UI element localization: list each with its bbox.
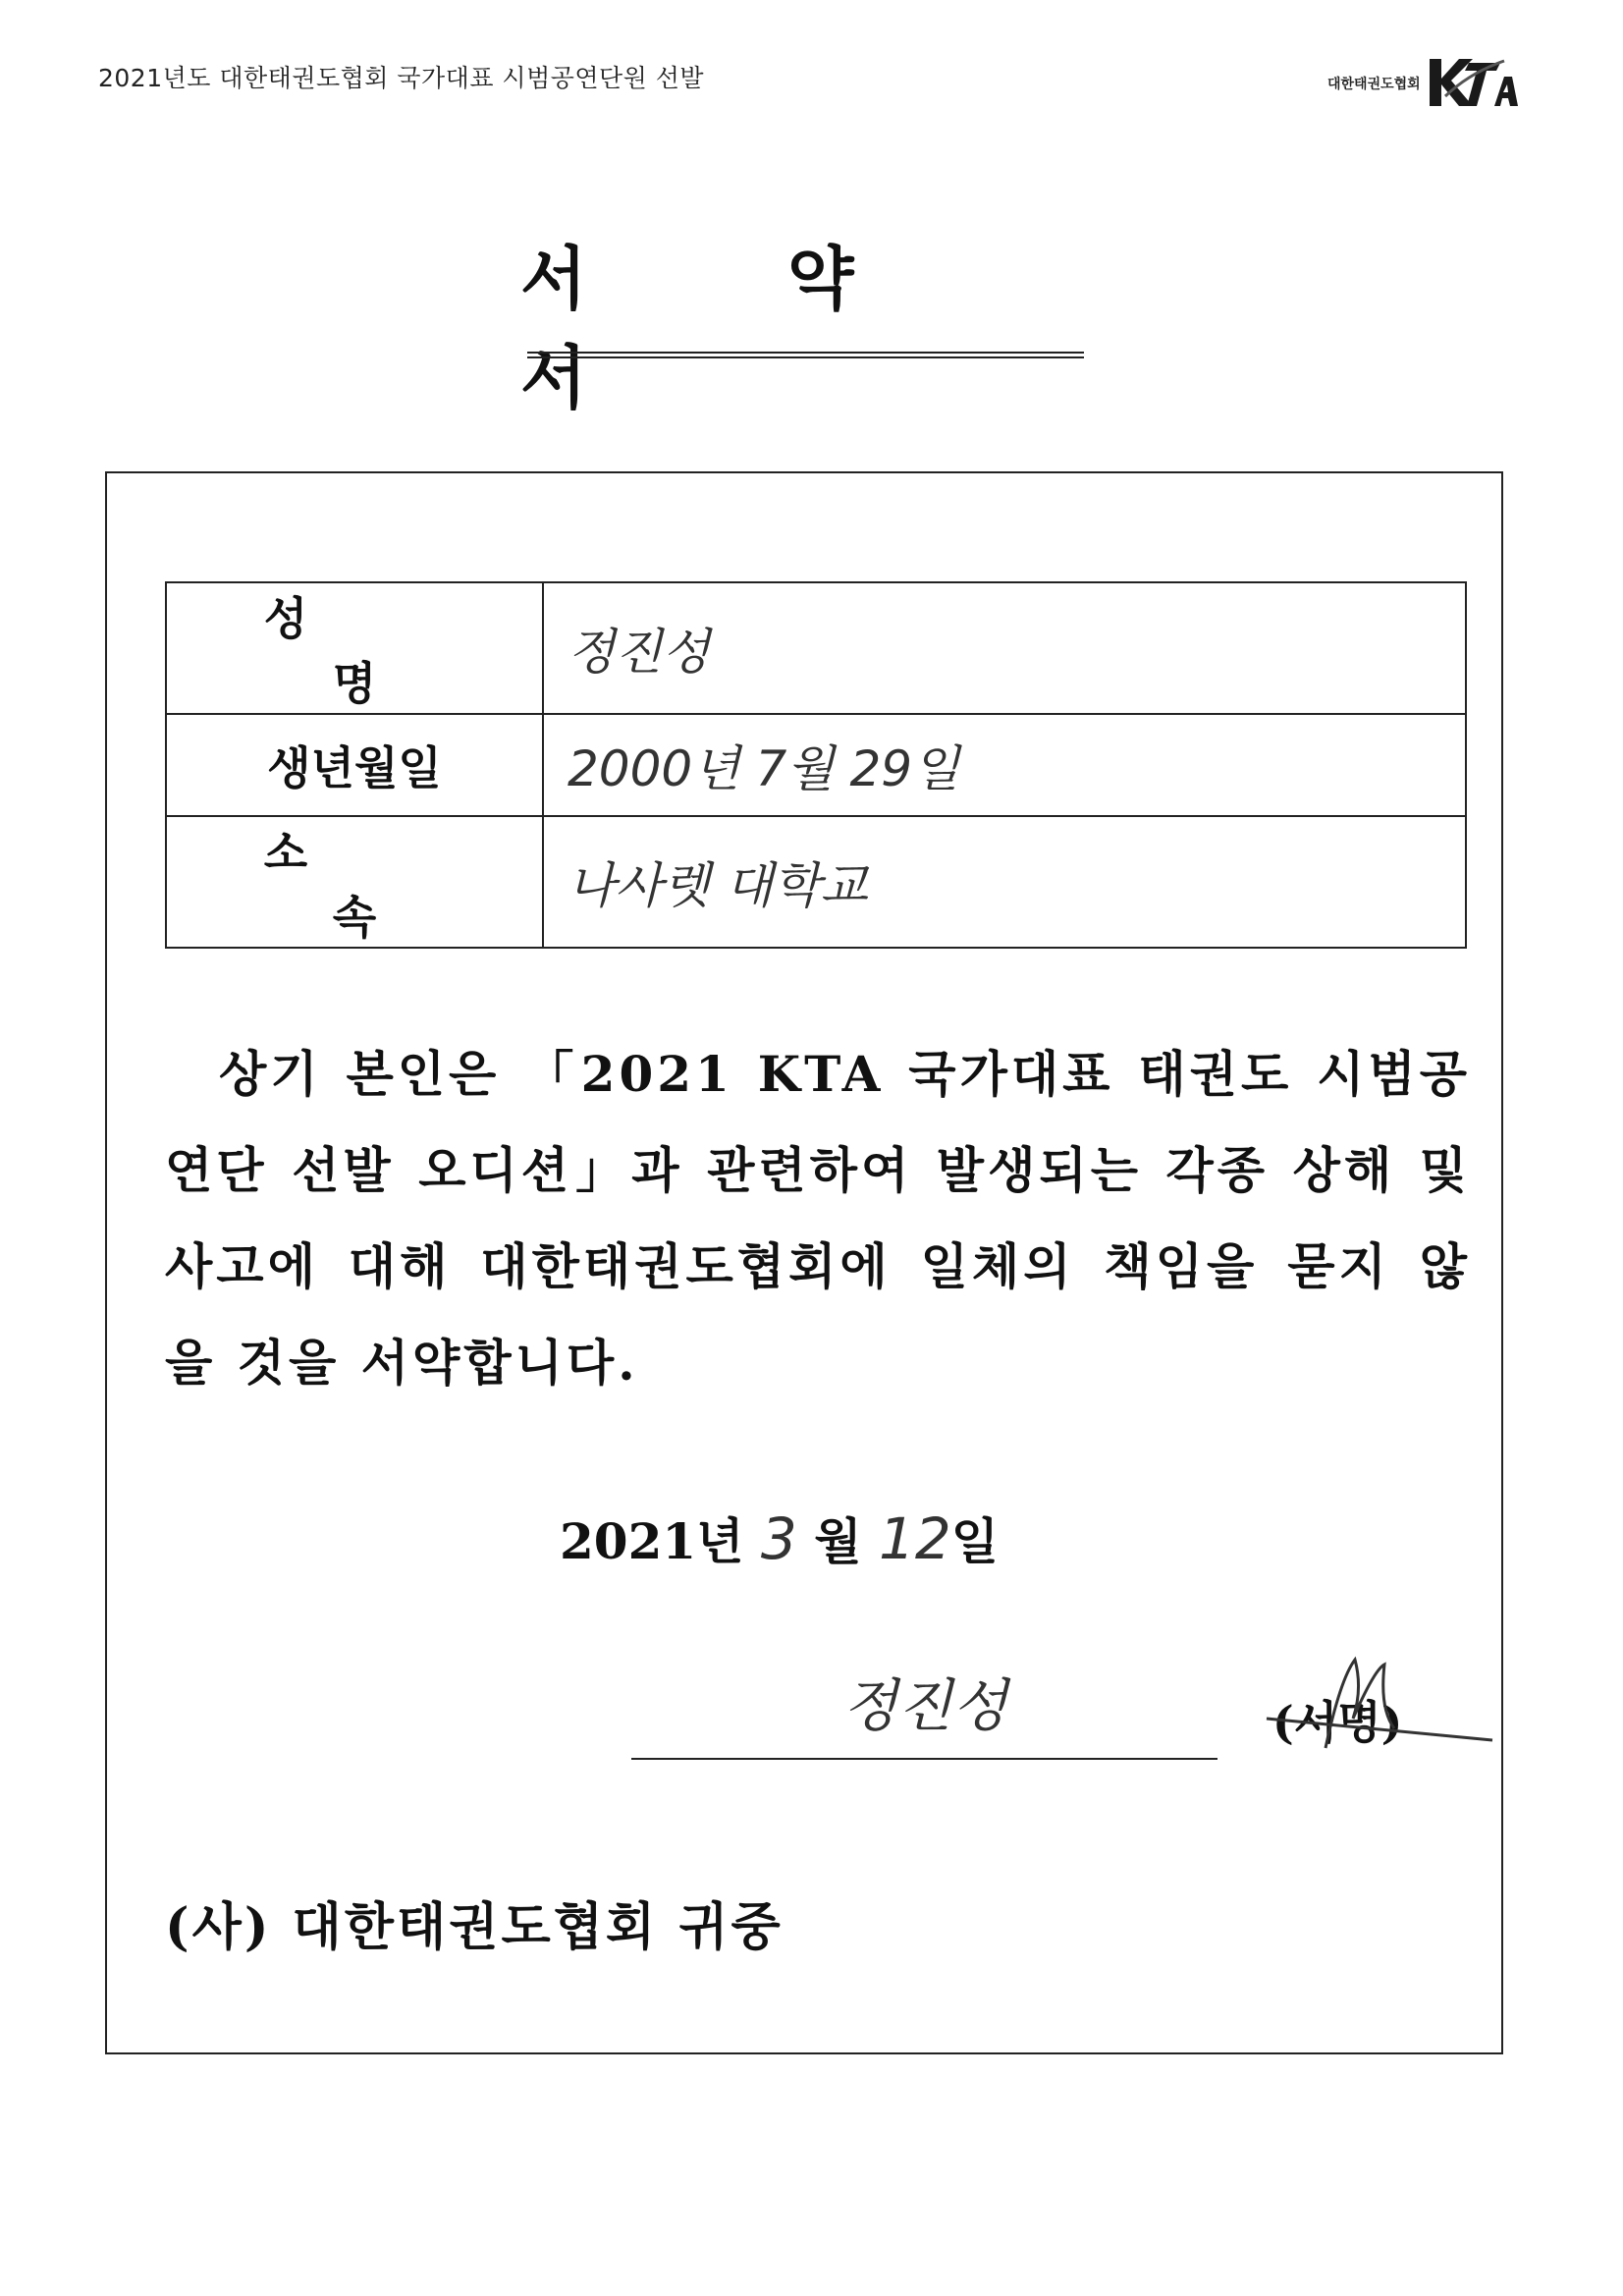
recipient-line: (사) 대한태권도협회 귀중 <box>165 1897 784 1957</box>
personal-info-table <box>165 581 1467 949</box>
title-underline <box>527 351 1084 360</box>
pledge-paragraph: 상기 본인은 「2021 KTA 국가대표 태권도 시범공연단 선발 오디션」과 관련하여 발생되는 각종 상해 및 사고에 대해 대한태권도협회에 일체의 책임을 묻지 않을 것을 서약합니다. <box>165 1045 1471 1392</box>
name-value: 정진성 <box>543 582 1466 714</box>
kta-logo <box>1327 49 1519 110</box>
table-row-birthdate <box>166 714 1466 816</box>
table-row-affiliation <box>166 816 1466 948</box>
pledge-date <box>560 1503 999 1573</box>
kta-logo-mark-icon <box>1426 53 1519 110</box>
document-title: 서 약 서 <box>520 238 943 418</box>
date-day: 12 <box>878 1505 951 1572</box>
date-day-unit: 일 <box>950 1512 1000 1570</box>
date-month: 3 <box>760 1505 797 1572</box>
table-row-name <box>166 582 1466 714</box>
affiliation-value: 나사렛 대학교 <box>543 816 1466 948</box>
signature-line <box>631 1758 1217 1760</box>
header-text: 2021년도 대한태권도협회 국가대표 시범공연단원 선발 <box>98 64 705 92</box>
signature-scribble-icon <box>1247 1650 1502 1768</box>
logo-org-name: 대한태권도협회 <box>1327 77 1421 92</box>
name-label: 성 명 <box>166 582 543 714</box>
affiliation-label: 소 속 <box>166 816 543 948</box>
signature-label: (서명) <box>1272 1696 1403 1749</box>
date-year: 2021년 <box>560 1512 744 1570</box>
birthdate-value: 2000년 7월 29일 <box>543 714 1466 816</box>
signer-name: 정진성 <box>842 1672 1008 1739</box>
birthdate-label: 생년월일 <box>166 714 543 816</box>
date-month-unit: 월 <box>814 1512 862 1570</box>
